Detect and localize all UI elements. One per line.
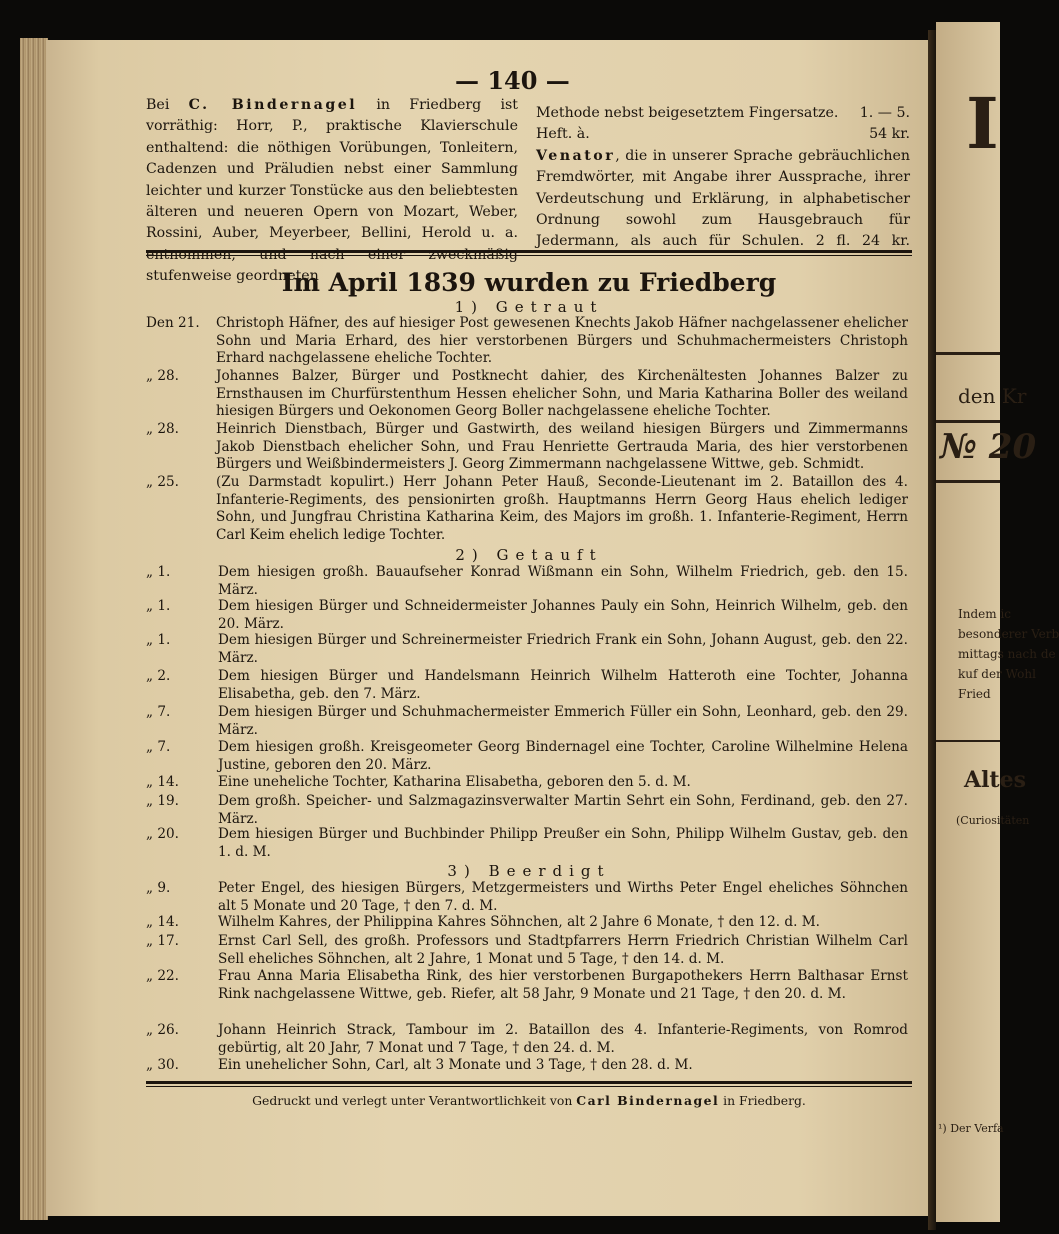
list-item (146, 826, 908, 861)
entry-date: „ 1. (146, 632, 171, 648)
list-item (146, 368, 908, 421)
facing-page-footnote: ¹) Der Verfa (938, 1122, 1004, 1135)
list-item (146, 793, 908, 828)
section-getauft: 2) Getauft (455, 546, 603, 564)
list-item (146, 968, 908, 1003)
list-item (146, 668, 908, 703)
imprint (146, 1093, 912, 1108)
entry-date: „ 7. (146, 739, 171, 755)
list-item (146, 632, 908, 667)
list-item (146, 914, 908, 932)
entry-date: „ 28. (146, 421, 179, 437)
entry-text: Ernst Carl Sell, des großh. Professors und Stadtpfarrers Herrn Friedrich Christian Wilhelm Carl Sell eheliches Söhnchen, alt 2 Jahre, 1 Monat und 5 Tage, † den 14. d. M. (218, 933, 908, 967)
advert-lead: Bei (146, 97, 189, 113)
entry-text: Heinrich Dienstbach, Bürger und Gastwirth, des weiland hiesigen Bürgers und Zimmermanns Jakob Dienstbach ehelicher Sohn, und Frau Henriette Gertrauda Maria, des hier verstorbenen Bürgers und Weißbindermeisters J. Georg Zimmermann nachgelassene Wittwe, geb. Schmidt. (216, 421, 908, 472)
imprint-name: Carl Bindernagel (576, 1093, 720, 1108)
page-edge (20, 38, 48, 1220)
venator-body: , die in unserer Sprache gebräuchlichen Fremdwörter, mit Angabe ihrer Aussprache, ihrer Verdeutschung und Erklärung, in alphabetischer Ordnung sowohl zum Hausgebrauch für Jedermann, als auch für Schulen. (536, 147, 910, 250)
facing-page-number: № 20 (940, 427, 1037, 467)
entry-text: Dem hiesigen Bürger und Buchbinder Philipp Preußer ein Sohn, Philipp Wilhelm Gustav, geb. den 1. d. M. (218, 826, 908, 860)
facing-page-subheading: (Curiositäten (956, 814, 1030, 827)
facing-page-heading: Altes (964, 767, 1026, 793)
section-beerdigt: 3) Beerdigt (447, 862, 611, 880)
imprint-pre: Gedruckt und verlegt unter Verantwortlichkeit von (252, 1093, 577, 1108)
entry-text: Dem hiesigen Bürger und Schuhmachermeister Emmerich Füller ein Sohn, Leonhard, geb. den 29. März. (218, 704, 908, 738)
entry-text: Christoph Häfner, des auf hiesiger Post gewesenen Knechts Jakob Häfner nachgelassener ehelicher Sohn und Maria Erhard, des hier verstorbenen Bürgers und Schuhmachermeisters Christoph Erhard nachgelassene eheliche Tochter. (216, 315, 908, 366)
advert-intro: in Friedberg ist vorräthig: (146, 97, 518, 135)
page-number: — 140 — (455, 66, 570, 95)
advert-method-price: 1. — 5. (859, 105, 910, 121)
entry-date: „ 19. (146, 793, 179, 809)
entry-date: Den 21. (146, 315, 200, 331)
entry-text: Peter Engel, des hiesigen Bürgers, Metzgermeisters und Wirths Peter Engel eheliches Söhnchen alt 5 Monate und 20 Tage, † den 7. d. M. (218, 880, 908, 914)
list-item (146, 564, 908, 599)
advert-method: Methode nebst beigesetztem Fingersatze. (536, 105, 839, 121)
venator-price: 2 fl. 24 kr. (815, 233, 910, 250)
entry-text: Johannes Balzer, Bürger und Postknecht dahier, des Kirchenältesten Johannes Balzer zu Ernsthausen im Churfürstenthum Hessen ehelicher Sohn, und Maria Katharina Boller des weiland hiesigen Bürgers und Oekonomen Georg Boller nachgelassene eheliche Tochter. (216, 368, 908, 419)
divider-thin (146, 255, 912, 256)
divider-thin (146, 1086, 912, 1087)
entry-date: „ 14. (146, 914, 179, 930)
entry-date: „ 25. (146, 474, 179, 490)
entry-text: Dem hiesigen großh. Kreisgeometer Georg Bindernagel eine Tochter, Caroline Wilhelmine Helena Justine, geboren den 20. März. (218, 739, 908, 773)
facing-page-rule (936, 740, 1000, 742)
divider-thick (146, 250, 912, 253)
list-item (146, 315, 908, 368)
facing-page-rule (936, 420, 1000, 423)
entry-date: „ 14. (146, 774, 179, 790)
entry-date: „ 20. (146, 826, 179, 842)
facing-page-fragment (936, 22, 1059, 1222)
list-item (146, 704, 908, 739)
entry-text: Dem hiesigen Bürger und Schreinermeister Friedrich Frank ein Sohn, Johann August, geb. den 22. März. (218, 632, 908, 666)
advert-body: Horr, P., praktische Klavierschule enthaltend: die nöthigen Vorübungen, Tonleitern, Cadenzen und Präludien nebst einer Sammlung leichter und kurzer Tonstücke aus den beliebtesten älteren und neueren Opern von Mozart, Weber, Rossini, Auber, Meyerbeer, Bellini, Herold u. a. stufenweise geordneten (146, 118, 518, 285)
venator-name: Venator (536, 147, 616, 164)
entry-text: Frau Anna Maria Elisabetha Rink, des hier verstorbenen Burgapothekers Herrn Balthasar Ernst Rink nachgelassene Wittwe, geb. Riefer, alt 58 Jahr, 9 Monate und 21 Tage, † den 20. d. M. (218, 968, 908, 1002)
entry-text: Dem hiesigen Bürger und Handelsmann Heinrich Wilhelm Hatteroth eine Tochter, Johanna Elisabetha, geb. den 7. März. (218, 668, 908, 702)
entry-text: Dem großh. Speicher- und Salzmagazinsverwalter Martin Sehrt ein Sohn, Ferdinand, geb. den 27. März. (218, 793, 908, 827)
entry-date: „ 26. (146, 1022, 179, 1038)
page-title: Im April 1839 wurden zu Friedberg (281, 268, 777, 297)
entry-date: „ 22. (146, 968, 179, 984)
list-item (146, 1022, 908, 1057)
entry-text: Wilhelm Kahres, der Philippina Kahres Söhnchen, alt 2 Jahre 6 Monate, † den 12. d. M. (218, 914, 821, 930)
facing-page-den: den Kr (958, 384, 1027, 408)
advert-left (146, 95, 518, 288)
advert-publisher: C. Bindernagel (188, 97, 358, 113)
advert-right (536, 103, 910, 253)
list-item (146, 739, 908, 774)
entry-date: „ 1. (146, 564, 171, 580)
facing-page-rule (936, 480, 1000, 483)
facing-page-rule (936, 352, 1000, 355)
section-getraut: 1) Getraut (454, 298, 604, 316)
book-gutter (928, 30, 936, 1230)
entry-date: „ 9. (146, 880, 171, 896)
list-item (146, 774, 908, 792)
entry-text: (Zu Darmstadt kopulirt.) Herr Johann Peter Hauß, Seconde-Lieutenant im 2. Bataillon des 4. Infanterie-Regiments, des pensionirten großh. Hauptmanns Herrn Georg Haus ehelich lediger Sohn, und Jungfrau Christina Katharina Keim, des Majors im großh. 1. Infanterie-Regiment, Herrn Carl Keim ehelich ledige Tochter. (216, 474, 908, 543)
entry-date: „ 30. (146, 1057, 179, 1073)
entry-date: „ 28. (146, 368, 179, 384)
entry-date: „ 1. (146, 598, 171, 614)
advert-heft: Heft. à. (536, 126, 590, 143)
list-item (146, 933, 908, 968)
entry-date: „ 7. (146, 704, 171, 720)
entry-text: Dem hiesigen großh. Bauaufseher Konrad Wißmann ein Sohn, Wilhelm Friedrich, geb. den 15. März. (218, 564, 908, 598)
entry-text: Johann Heinrich Strack, Tambour im 2. Bataillon des 4. Infanterie-Regiments, von Romrod gebürtig, alt 20 Jahr, 7 Monat und 7 Tage, † den 24. d. M. (218, 1022, 908, 1056)
entry-date: „ 2. (146, 668, 171, 684)
entry-text: Dem hiesigen Bürger und Schneidermeister Johannes Pauly ein Sohn, Heinrich Wilhelm, geb. den 20. März. (218, 598, 908, 632)
list-item (146, 1057, 908, 1075)
facing-page-text: Indem ic besonderer Verb mittags nach de kuf der Wohl Fried (958, 607, 1059, 701)
facing-page-initial: I (966, 82, 999, 165)
list-item (146, 474, 908, 544)
entry-date: „ 17. (146, 933, 179, 949)
entry-text: Eine uneheliche Tochter, Katharina Elisabetha, geboren den 5. d. M. (218, 774, 691, 790)
advert-heft-price: 54 kr. (869, 126, 910, 143)
imprint-post: in Friedberg. (719, 1093, 806, 1108)
list-item (146, 598, 908, 633)
list-item (146, 880, 908, 915)
divider-thick (146, 1081, 912, 1084)
list-item (146, 421, 908, 474)
entry-text: Ein unehelicher Sohn, Carl, alt 3 Monate und 3 Tage, † den 28. d. M. (218, 1057, 693, 1073)
